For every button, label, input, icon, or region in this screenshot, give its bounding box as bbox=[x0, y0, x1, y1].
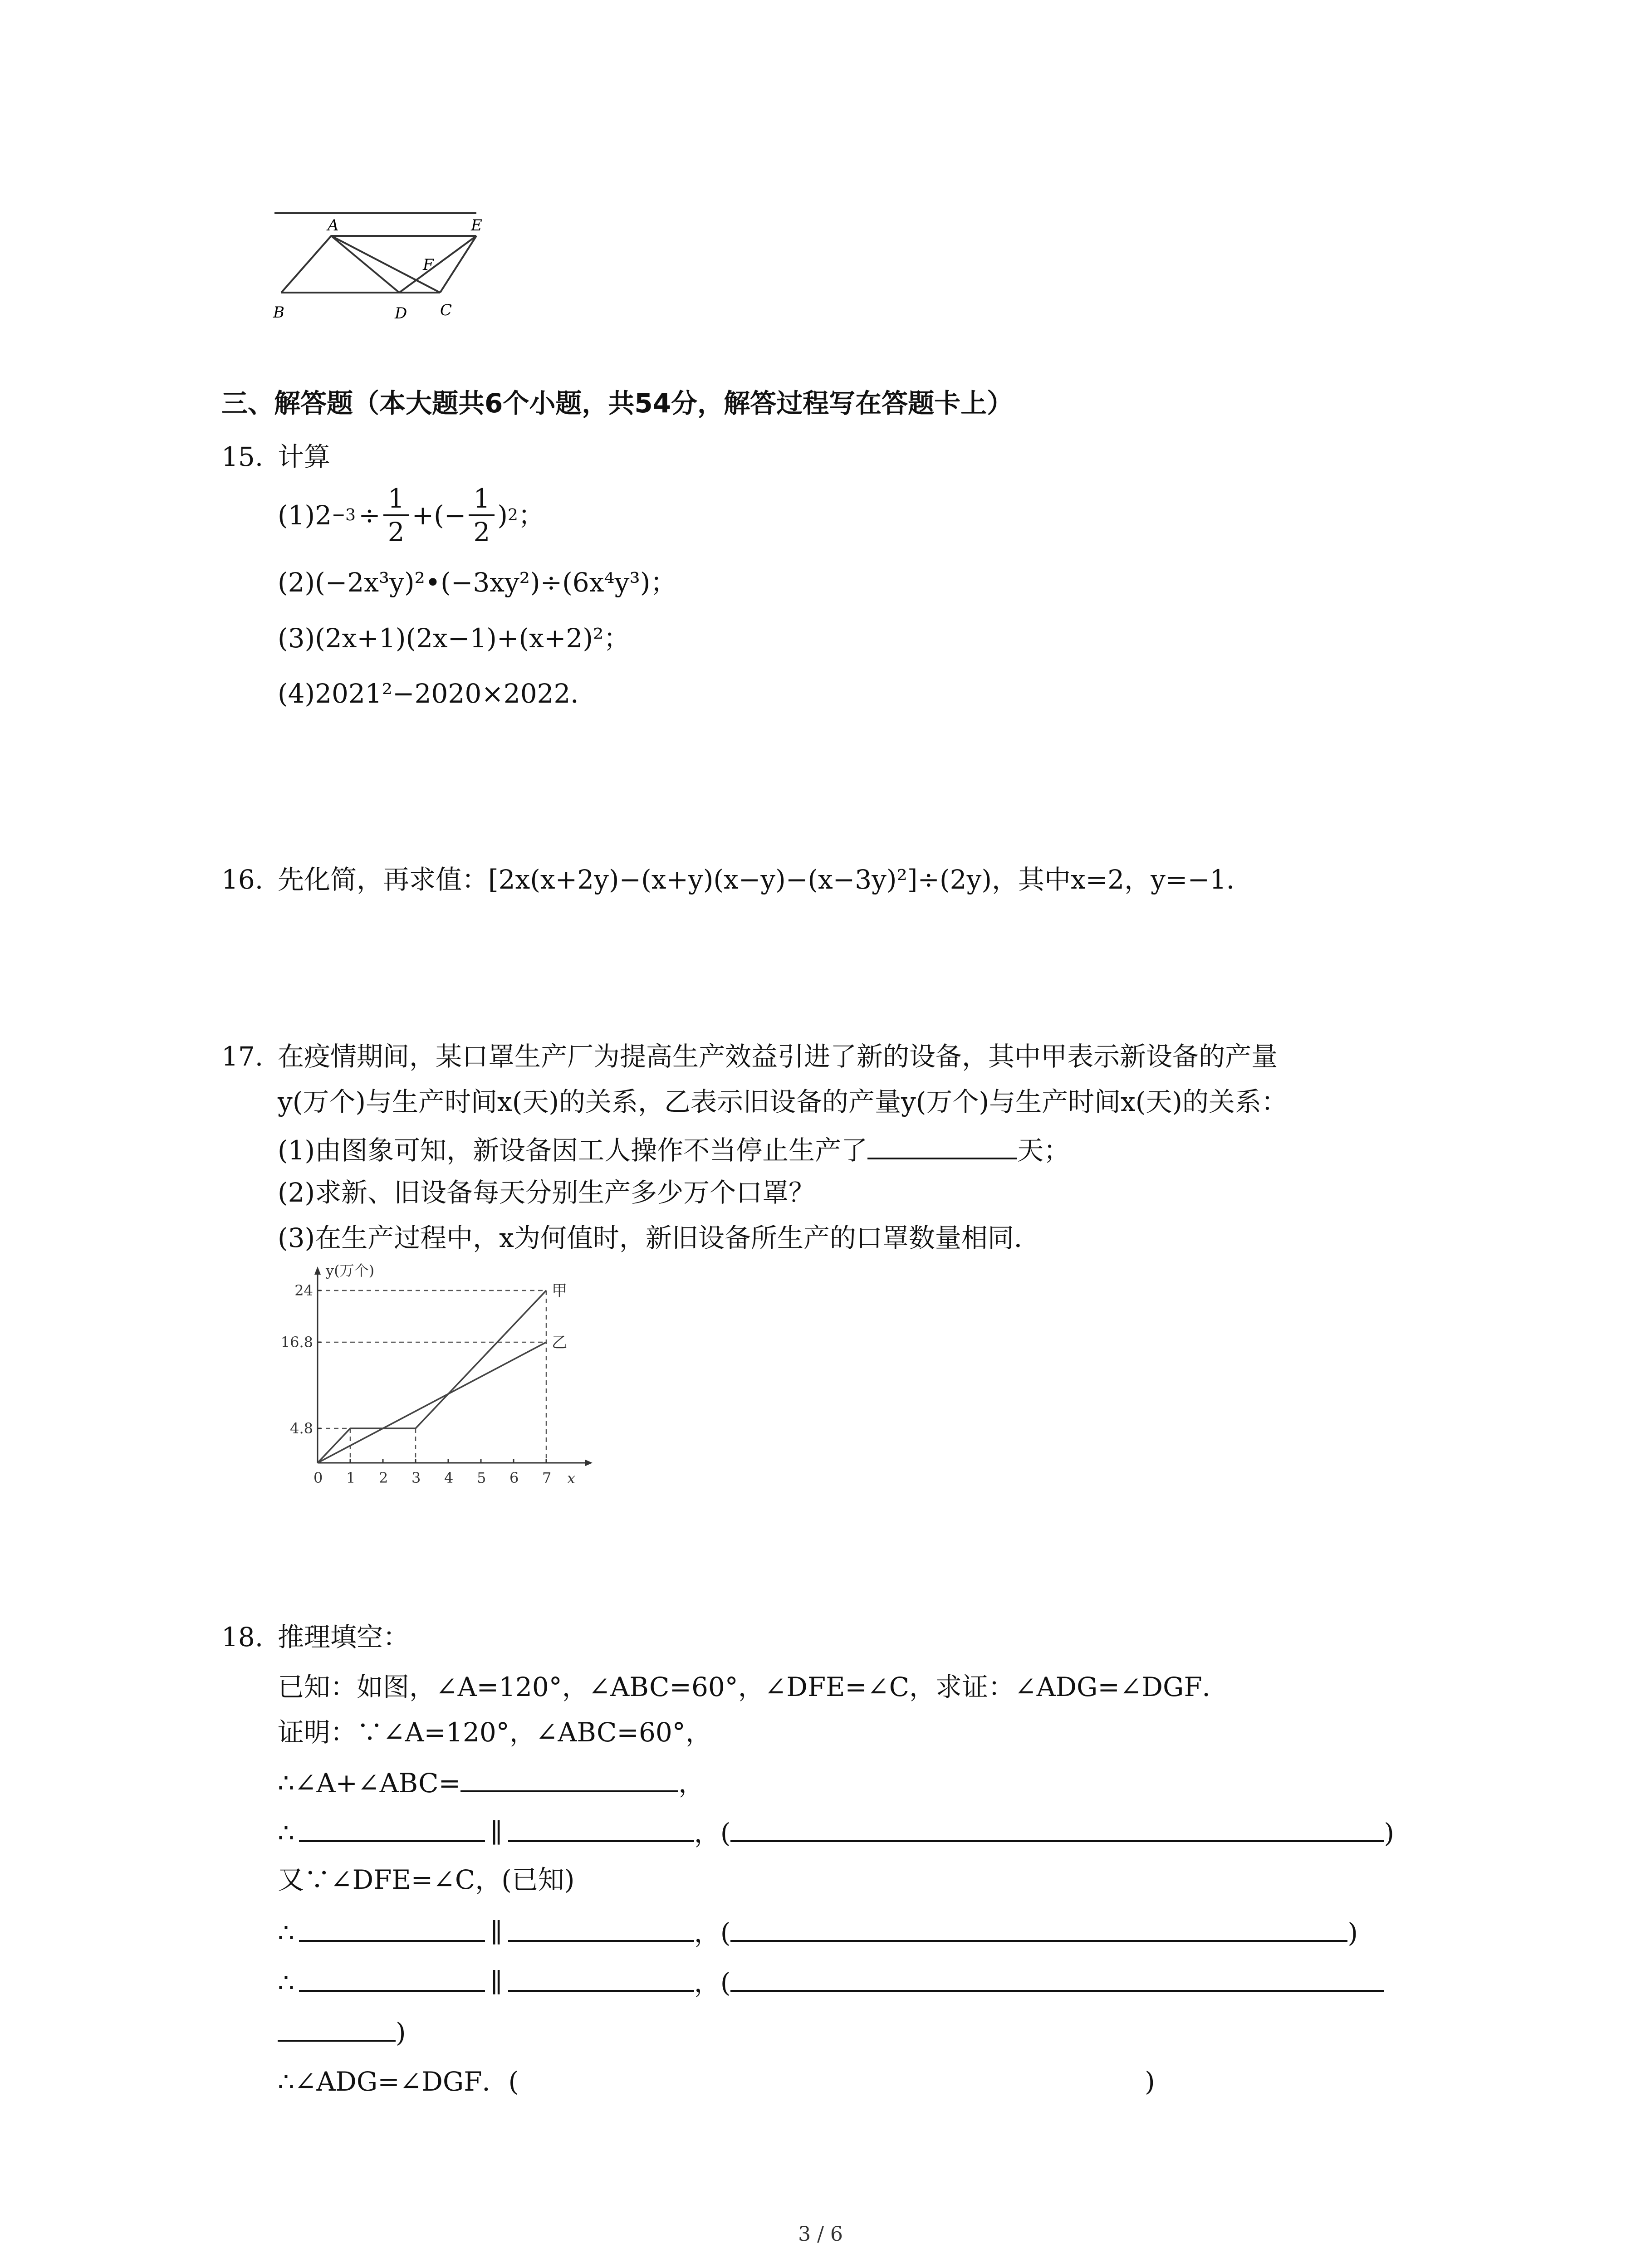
fraction-1-numerator: 1 bbox=[383, 485, 409, 516]
q15-title: 计算 bbox=[278, 441, 331, 472]
q17-part1 bbox=[278, 1134, 1070, 1166]
x-tick-label: 0 bbox=[314, 1469, 323, 1486]
reason-blank[interactable] bbox=[730, 1916, 1347, 1942]
q17-p1-text: (1)由图象可知，新设备因工人操作不当停止生产了 bbox=[278, 1135, 868, 1166]
x-tick-label: 6 bbox=[509, 1469, 519, 1486]
fraction-1-denominator: 2 bbox=[387, 517, 405, 547]
q16-number: 16. bbox=[221, 864, 264, 895]
q15-p1-close: ) bbox=[497, 500, 508, 531]
x-tick-label: 3 bbox=[411, 1469, 421, 1486]
x-tick-label: 7 bbox=[542, 1469, 552, 1486]
label-d: D bbox=[395, 304, 407, 323]
series-label-jia: 甲 bbox=[552, 1282, 567, 1300]
q18-l3-comma: ， bbox=[678, 1768, 705, 1799]
q18-line6 bbox=[278, 1916, 1358, 1946]
segment-ab bbox=[281, 236, 331, 293]
series-line-jia bbox=[318, 1290, 546, 1463]
q15-p1-end: ； bbox=[518, 500, 544, 531]
q17-part2: (2)求新、旧设备每天分别生产多少万个口罩？ bbox=[278, 1177, 815, 1208]
x-tick-label: 4 bbox=[444, 1469, 454, 1486]
q15-part1: (1)2 −3 ÷ $\frac{1}{2}$ +(− $\frac{1}{2}$ ) 2 ； bbox=[278, 483, 544, 547]
q15-part4: (4)2021²−2020×2022． bbox=[278, 678, 597, 709]
q17-part3: (3)在生产过程中，x为何值时，新旧设备所生产的口罩数量相同． bbox=[278, 1222, 1040, 1253]
fraction-2-denominator: 2 bbox=[473, 517, 490, 547]
parallelogram-figure bbox=[263, 200, 499, 345]
segment-ec bbox=[440, 236, 476, 293]
therefore-symbol: ∴ bbox=[278, 1967, 294, 1998]
q18-title: 推理填空： bbox=[278, 1622, 410, 1652]
section-heading: 三、解答题（本大题共6个小题，共54分，解答过程写在答题卡上） bbox=[221, 388, 1014, 419]
close-paren: ) bbox=[396, 2017, 406, 2048]
answer-blank[interactable] bbox=[460, 1767, 678, 1792]
q18-line8 bbox=[278, 2016, 406, 2046]
q18-line5: 又∵∠DFE=∠C，(已知) bbox=[278, 1864, 575, 1895]
q18-line3 bbox=[278, 1767, 705, 1799]
label-f: F bbox=[423, 256, 434, 274]
y-tick-label: 24 bbox=[294, 1282, 313, 1299]
q17-line2: y(万个)与生产时间x(天)的关系，乙表示旧设备的产量y(万个)与生产时间x(天)的关系： bbox=[278, 1086, 1288, 1117]
close-paren: ) bbox=[1384, 1818, 1394, 1848]
x-tick-label: 1 bbox=[346, 1469, 356, 1486]
q18-l9-close: ) bbox=[1145, 2066, 1155, 2097]
therefore-symbol: ∴ bbox=[278, 1917, 294, 1948]
y-axis-arrow bbox=[314, 1266, 321, 1275]
answer-blank[interactable] bbox=[299, 1966, 485, 1992]
answer-blank[interactable] bbox=[867, 1134, 1017, 1159]
reason-blank-continued[interactable] bbox=[278, 2016, 396, 2042]
therefore-symbol: ∴ bbox=[278, 1818, 294, 1848]
fraction-2-numerator: 1 bbox=[469, 485, 495, 516]
open-paren: ( bbox=[720, 1967, 731, 1998]
q18-l9-text: ∴∠ADG=∠DGF．( bbox=[278, 2066, 519, 2097]
open-paren: ( bbox=[720, 1818, 731, 1848]
close-paren: ) bbox=[1347, 1917, 1358, 1948]
q18-given: 已知：如图，∠A=120°，∠ABC=60°，∠DFE=∠C，求证：∠ADG=∠DGF． bbox=[278, 1672, 1229, 1702]
open-paren: ( bbox=[720, 1917, 731, 1948]
answer-blank[interactable] bbox=[299, 1817, 485, 1842]
answer-blank[interactable] bbox=[508, 1916, 694, 1942]
q15-part2: (2)(−2x³y)²•(−3xy²)÷(6x⁴y³)； bbox=[278, 567, 677, 598]
fraction-2 bbox=[469, 485, 495, 545]
comma: ， bbox=[694, 1967, 720, 1998]
label-a: A bbox=[328, 216, 339, 235]
label-e: E bbox=[471, 216, 482, 235]
q16-text: 先化简，再求值：[2x(x+2y)−(x+y)(x−y)−(x−3y)²]÷(2y)，其中x=2，y=−1． bbox=[278, 864, 1253, 895]
q15-p1-mid: +(− bbox=[411, 500, 466, 531]
x-tick-label: 5 bbox=[477, 1469, 486, 1486]
parallel-symbol: ∥ bbox=[490, 1967, 503, 1998]
label-c: C bbox=[440, 301, 452, 319]
q15-part3: (3)(2x+1)(2x−1)+(x+2)²； bbox=[278, 623, 630, 654]
x-axis-arrow bbox=[585, 1460, 593, 1466]
segment-ad bbox=[331, 236, 399, 293]
q17-line1: 在疫情期间，某口罩生产厂为提高生产效益引进了新的设备，其中甲表示新设备的产量 bbox=[278, 1041, 1278, 1072]
production-chart bbox=[268, 1256, 594, 1497]
y-axis-label: y(万个) bbox=[326, 1262, 375, 1279]
comma: ， bbox=[694, 1818, 720, 1848]
q17-number: 17. bbox=[221, 1041, 264, 1072]
y-tick-label: 16.8 bbox=[280, 1334, 313, 1351]
x-tick-label: 2 bbox=[379, 1469, 388, 1486]
segment-ed bbox=[399, 236, 476, 293]
q18-line7 bbox=[278, 1966, 1384, 1996]
y-tick-label: 4.8 bbox=[290, 1420, 313, 1437]
page-number: 3 / 6 bbox=[798, 2223, 843, 2246]
answer-blank[interactable] bbox=[508, 1817, 694, 1842]
answer-blank[interactable] bbox=[299, 1916, 485, 1942]
q18-proof-start: 证明：∵∠A=120°，∠ABC=60°， bbox=[278, 1717, 712, 1748]
q18-number: 18. bbox=[221, 1622, 264, 1652]
x-axis-label: x bbox=[567, 1470, 576, 1487]
parallel-symbol: ∥ bbox=[490, 1818, 503, 1848]
fraction-1 bbox=[383, 485, 409, 545]
comma: ， bbox=[694, 1917, 720, 1948]
q18-line4 bbox=[278, 1817, 1394, 1846]
series-label-yi: 乙 bbox=[552, 1334, 567, 1352]
q18-l3-text: ∴∠A+∠ABC= bbox=[278, 1768, 461, 1799]
reason-blank[interactable] bbox=[730, 1966, 1384, 1992]
label-b: B bbox=[273, 303, 284, 322]
answer-blank[interactable] bbox=[508, 1966, 694, 1992]
q15-p1-div: ÷ bbox=[358, 500, 381, 531]
q15-p1-prefix: (1)2 bbox=[278, 500, 332, 531]
reason-blank[interactable] bbox=[730, 1817, 1384, 1842]
series-line-yi bbox=[318, 1342, 546, 1463]
q18-line9 bbox=[278, 2068, 1155, 2095]
q15-number: 15. bbox=[221, 441, 264, 472]
parallel-symbol: ∥ bbox=[490, 1917, 503, 1948]
q17-p1-unit: 天； bbox=[1017, 1135, 1070, 1166]
